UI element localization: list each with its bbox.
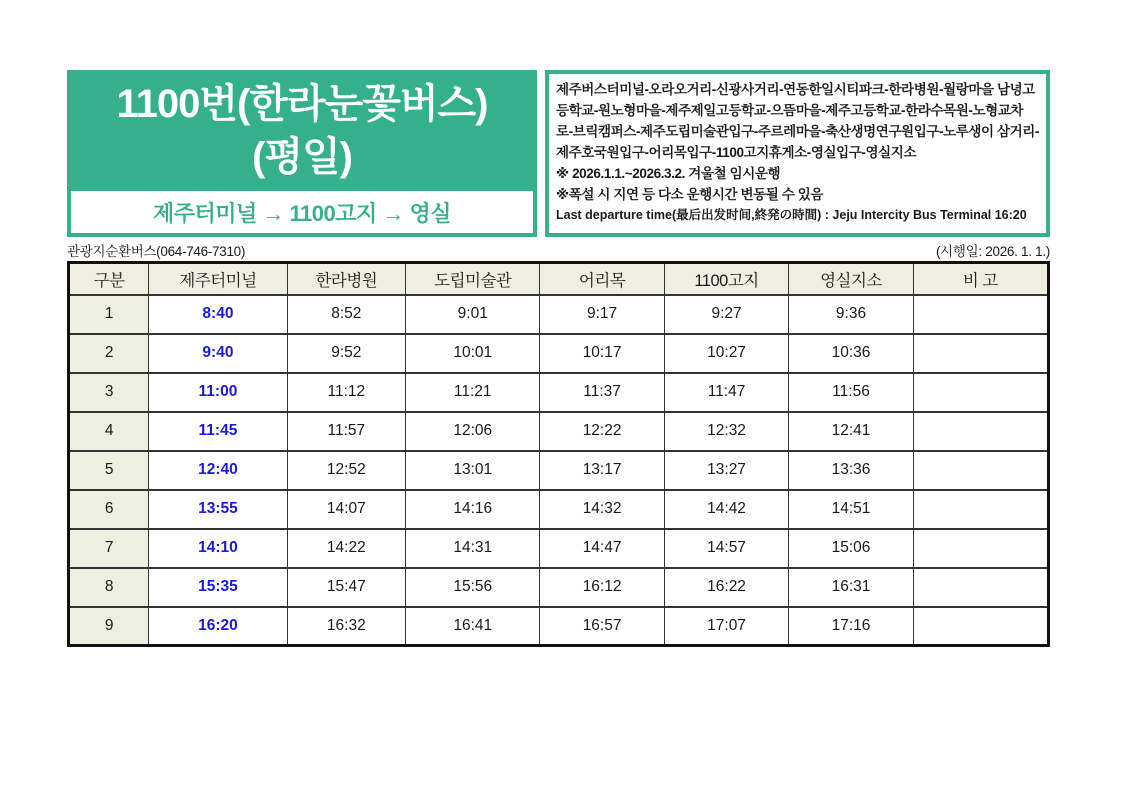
time-cell: 13:17 [540,451,664,490]
route-title-line1: 1100번(한라눈꽃버스) [116,81,488,126]
meta-row [67,238,1050,260]
time-cell: 9:17 [540,295,664,334]
time-cell: 11:21 [406,373,540,412]
time-cell: 15:06 [789,529,913,568]
departure-time-cell: 13:55 [149,490,287,529]
time-cell: 10:17 [540,334,664,373]
time-cell: 11:47 [664,373,788,412]
time-cell: 16:22 [664,568,788,607]
time-cell: 15:47 [287,568,406,607]
time-cell: 11:56 [789,373,913,412]
route-stops-description: 제주버스터미널-오라오거리-신광사거리-연동한일시티파크-한라병원-월랑마을 남녕고등학교-원노형마을-제주제일고등학교-으뜸마을-제주고등학교-한라수목원-노형교차로-브릭캠퍼스-제주도립미술관입구-주르레마을-축산생명연구원입구-노루생이 삼거리-제주호국원입구-어리목입구-1100고지휴게소-영실입구-영실지소 [556,82,1039,160]
time-cell: 14:31 [406,529,540,568]
time-cell: 14:47 [540,529,664,568]
time-cell: 15:56 [406,568,540,607]
row-number-cell: 1 [69,295,149,334]
time-cell: 13:36 [789,451,913,490]
time-cell: 9:27 [664,295,788,334]
column-header-eorimok: 어리목 [540,263,664,295]
time-cell: 10:36 [789,334,913,373]
table-row [69,373,1049,412]
time-cell: 12:52 [287,451,406,490]
page-content [67,70,1050,647]
table-row [69,529,1049,568]
time-cell: 14:07 [287,490,406,529]
remarks-cell [913,529,1048,568]
time-cell: 11:12 [287,373,406,412]
snow-delay-note: ※폭설 시 지연 등 다소 운행시간 변동될 수 있음 [556,187,824,202]
departure-time-cell: 11:00 [149,373,287,412]
remarks-cell [913,568,1048,607]
time-cell: 12:32 [664,412,788,451]
column-header-jeju-terminal: 제주터미널 [149,263,287,295]
time-cell: 16:31 [789,568,913,607]
table-row [69,607,1049,646]
departure-time-cell: 9:40 [149,334,287,373]
table-row [69,334,1049,373]
time-cell: 10:27 [664,334,788,373]
time-cell: 14:16 [406,490,540,529]
departure-time-cell: 14:10 [149,529,287,568]
time-cell: 9:36 [789,295,913,334]
remarks-cell [913,412,1048,451]
remarks-cell [913,607,1048,646]
time-cell: 12:41 [789,412,913,451]
column-header-category: 구분 [69,263,149,295]
route-info-box [545,70,1050,237]
table-header-row [69,263,1049,295]
table-row [69,295,1049,334]
time-cell: 14:22 [287,529,406,568]
remarks-cell [913,451,1048,490]
departure-time-cell: 15:35 [149,568,287,607]
time-cell: 11:37 [540,373,664,412]
remarks-cell [913,373,1048,412]
time-cell: 16:12 [540,568,664,607]
time-cell: 16:57 [540,607,664,646]
time-cell: 14:51 [789,490,913,529]
time-cell: 13:01 [406,451,540,490]
time-cell: 11:57 [287,412,406,451]
route-title-line2: (평일) [252,134,352,179]
departure-time-cell: 12:40 [149,451,287,490]
row-number-cell: 4 [69,412,149,451]
time-cell: 10:01 [406,334,540,373]
time-cell: 12:06 [406,412,540,451]
row-number-cell: 3 [69,373,149,412]
time-cell: 9:52 [287,334,406,373]
time-cell: 17:07 [664,607,788,646]
route-direction-subtitle: 제주터미널 → 1100고지 → 영실 [71,187,533,233]
table-row [69,451,1049,490]
column-header-yeongsil-jiso: 영실지소 [789,263,913,295]
remarks-cell [913,295,1048,334]
time-cell: 13:27 [664,451,788,490]
bus-timetable [67,261,1050,647]
time-cell: 12:22 [540,412,664,451]
route-title-block [67,70,537,237]
time-cell: 16:41 [406,607,540,646]
header-banner-row [67,70,1050,237]
effective-date-label: (시행일: 2026. 1. 1.) [935,244,1050,259]
operator-phone-label: 관광지순환버스(064-746-7310) [67,244,246,259]
table-row [69,412,1049,451]
departure-time-cell: 11:45 [149,412,287,451]
row-number-cell: 9 [69,607,149,646]
remarks-cell [913,490,1048,529]
winter-service-note: ※ 2026.1.1.~2026.3.2. 겨울철 임시운행 [556,166,781,181]
departure-time-cell: 8:40 [149,295,287,334]
row-number-cell: 5 [69,451,149,490]
row-number-cell: 8 [69,568,149,607]
remarks-cell [913,334,1048,373]
departure-time-cell: 16:20 [149,607,287,646]
time-cell: 14:42 [664,490,788,529]
timetable-body [69,295,1049,646]
time-cell: 14:57 [664,529,788,568]
column-header-remarks: 비 고 [913,263,1048,295]
time-cell: 9:01 [406,295,540,334]
table-row [69,490,1049,529]
time-cell: 8:52 [287,295,406,334]
row-number-cell: 6 [69,490,149,529]
route-title [71,74,533,187]
time-cell: 16:32 [287,607,406,646]
row-number-cell: 2 [69,334,149,373]
column-header-halla-hospital: 한라병원 [287,263,406,295]
table-row [69,568,1049,607]
last-departure-note: Last departure time(最后出发时间,終発の時間) : Jeju Intercity Bus Terminal 16:20 [556,208,1027,222]
column-header-art-museum: 도립미술관 [406,263,540,295]
column-header-1100-goji: 1100고지 [664,263,788,295]
time-cell: 14:32 [540,490,664,529]
row-number-cell: 7 [69,529,149,568]
time-cell: 17:16 [789,607,913,646]
